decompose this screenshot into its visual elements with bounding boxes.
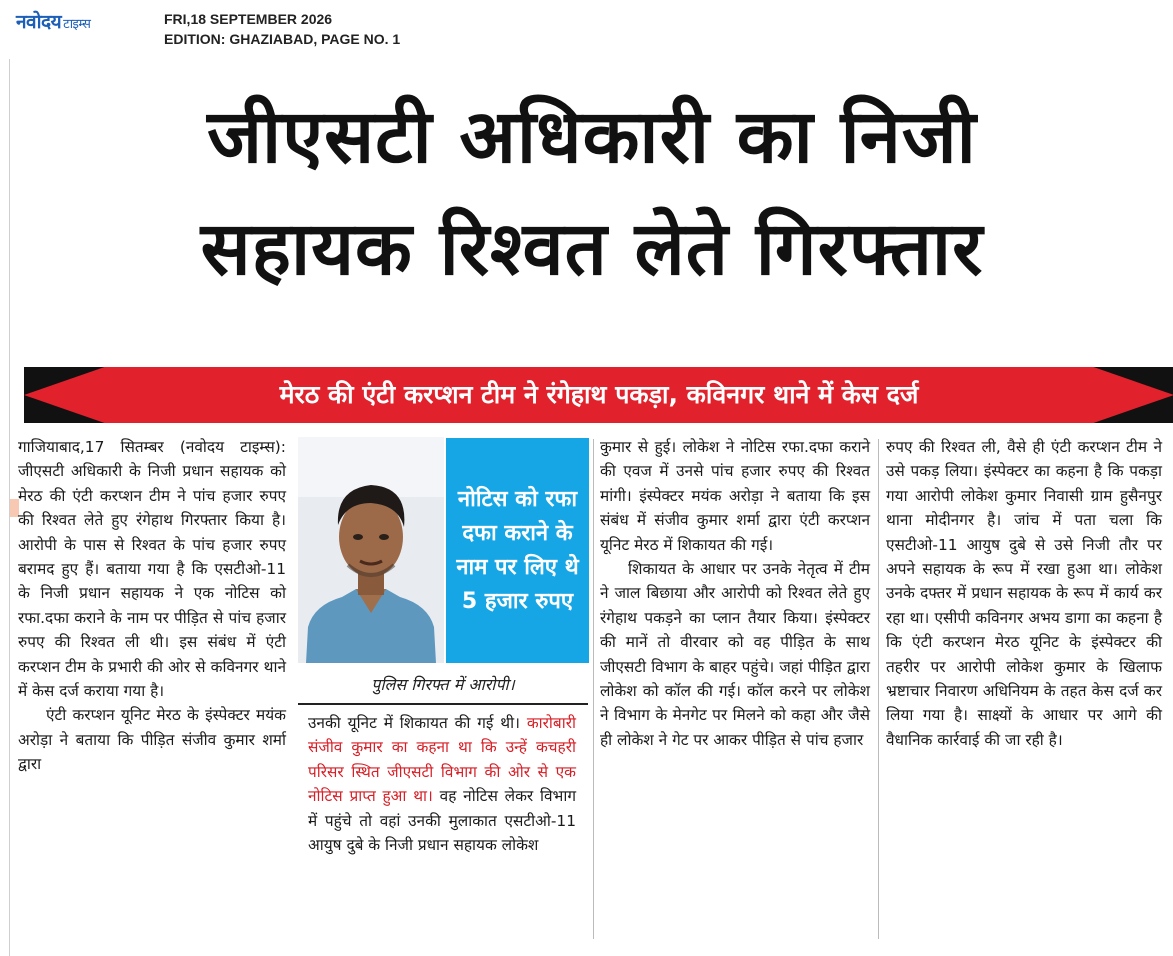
article-column-4 bbox=[886, 435, 1162, 752]
paragraph: गाजियाबाद,17 सितम्बर (नवोदय टाइम्स): जीएसटी अधिकारी के निजी प्रधान सहायक को मेरठ की एंटी करप्शन टीम ने पांच हजार रुपए की रिश्वत लेते हुए रंगेहाथ गिरफ्तार किया है। आरोपी के पास से रिश्वत के पांच हजार रुपए बरामद हुए हैं। बताया गया है कि एसटीओ-11 के निजी प्रधान सहायक ने एक नोटिस को रफा.दफा कराने के नाम पर पीड़ित से पांच हजार रुपए की रिश्वत ली थी। इस संबंध में एंटी करप्शन टीम के प्रभारी की ओर से कविनगर थाने में केस दर्ज कराया गया है। bbox=[18, 438, 286, 701]
headline-line-1: जीएसटी अधिकारी का निजी bbox=[207, 94, 977, 180]
photo-caption: पुलिस गिरफ्त में आरोपी। bbox=[298, 667, 588, 705]
paragraph: एंटी करप्शन यूनिट मेरठ के इंस्पेक्टर मयंक अरोड़ा ने बताया कि पीड़ित संजीव कुमार शर्मा द्वारा bbox=[18, 706, 286, 774]
paragraph: कुमार से हुई। लोकेश ने नोटिस रफा.दफा कराने की एवज में उनसे पांच हजार रुपए की रिश्वत मांगी। इंस्पेक्टर मयंक अरोड़ा ने बताया कि इस संबंध में संजीव कुमार शर्मा द्वारा एंटी करप्शन यूनिट मेरठ में शिकायत की गई। bbox=[600, 438, 870, 554]
edition-page: EDITION: GHAZIABAD, PAGE NO. 1 bbox=[164, 31, 401, 47]
pull-quote-text: नोटिस को रफा दफा कराने के नाम पर लिए थे 5 हजार रुपए bbox=[456, 486, 579, 614]
edition-info bbox=[164, 9, 400, 49]
logo-main-text: नवोदय bbox=[16, 11, 62, 33]
news-clipping bbox=[9, 59, 1173, 956]
headline bbox=[10, 81, 1173, 305]
article-column-1 bbox=[18, 435, 286, 777]
article-column-2 bbox=[308, 711, 576, 857]
accused-portrait-image bbox=[298, 437, 444, 663]
subheadline: मेरठ की एंटी करप्शन टीम ने रंगेहाथ पकड़ा, कविनगर थाने में केस दर्ज bbox=[279, 380, 919, 409]
paragraph: शिकायत के आधार पर उनके नेतृत्व में टीम ने जाल बिछाया और आरोपी को रिश्वत लेते हुए रंगेहाथ पकड़ने का प्लान तैयार किया। इंस्पेक्टर की मानें तो वीरवार को वह पीड़ित के साथ जीएसटी विभाग के बाहर पहुंचे। जहां पीड़ित द्वारा लोकेश को कॉल की गई। कॉल करने पर लोकेश ने विभाग के मेनगेट पर मिलने को कहा और जैसे ही लोकेश ने गेट पर आकर पीड़ित से पांच हजार bbox=[600, 560, 870, 749]
newspaper-logo[interactable] bbox=[16, 8, 90, 34]
column-divider bbox=[878, 439, 879, 939]
text-run: वह नोटिस लेकर विभाग में पहुंचे तो वहां उनकी मुलाकात एसटीओ-11 आयुष दुबे के निजी प्रधान सहायक लोकेश bbox=[308, 787, 576, 855]
paragraph: रुपए की रिश्वत ली, वैसे ही एंटी करप्शन टीम ने उसे पकड़ लिया। इंस्पेक्टर का कहना है कि पकड़ा गया आरोपी लोकेश कुमार निवासी ग्राम हुसैनपुर थाना मोदीनगर है। जांच में पता चला कि एसटीओ-11 आयुष दुबे से उसे निजी तौर पर अपने सहायक के रूप में रखा हुआ था। लोकेश उनके दफ्तर में प्रधान सहायक के रूप में कार्य कर रहा था। एसीपी कविनगर अभय डागा का कहना है कि एंटी करप्शन मेरठ यूनिट के इंस्पेक्टर की तहरीर पर आरोपी लोकेश कुमार के खिलाफ भ्रष्टाचार निवारण अधिनियम के तहत केस दर्ज कर लिया गया है। साक्ष्यों के आधार पर आगे की वैधानिक कार्रवाई की जा रही है। bbox=[886, 438, 1162, 749]
column-divider bbox=[593, 439, 594, 939]
paragraph bbox=[308, 711, 576, 857]
logo-sub-text: टाइम्स bbox=[63, 17, 91, 32]
headline-line-2: सहायक रिश्वत लेते गिरफ्तार bbox=[200, 206, 984, 292]
highlighted-statement: कारोबारी संजीव कुमार का कहना था कि उन्हें कचहरी परिसर स्थित जीएसटी विभाग की ओर से एक नोटिस प्राप्त हुआ था। bbox=[308, 714, 576, 806]
subheadline-banner bbox=[24, 367, 1173, 423]
epaper-header bbox=[0, 0, 1173, 52]
text-run: उनकी यूनिट में शिकायत की गई थी। bbox=[308, 714, 520, 732]
pull-quote-box bbox=[446, 438, 589, 663]
issue-date: FRI,18 SEPTEMBER 2026 bbox=[164, 11, 333, 27]
accused-photo bbox=[298, 437, 444, 663]
article-column-3 bbox=[600, 435, 870, 752]
